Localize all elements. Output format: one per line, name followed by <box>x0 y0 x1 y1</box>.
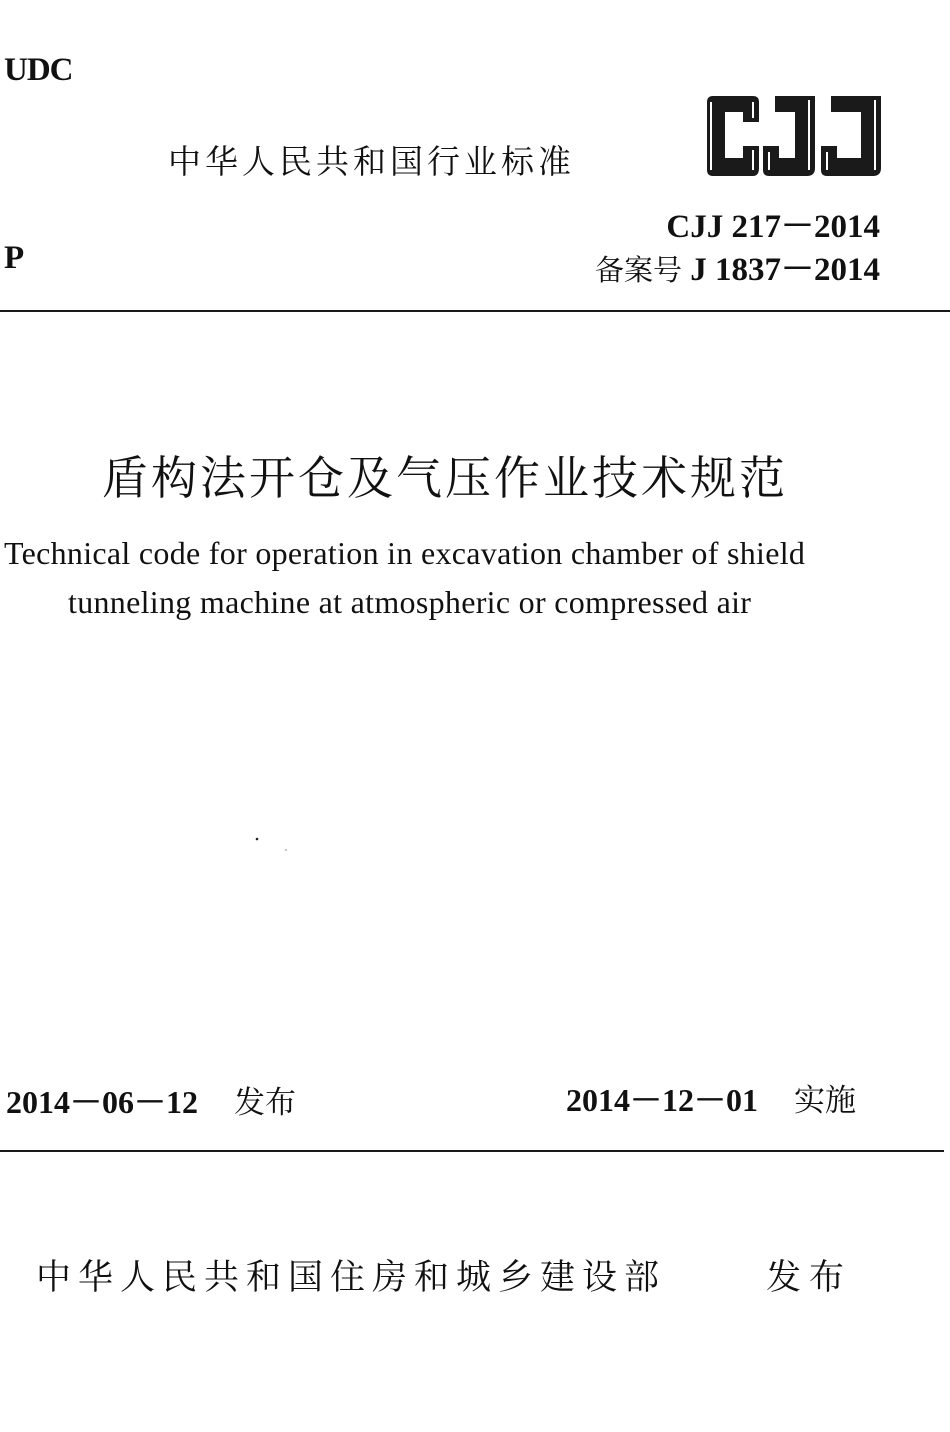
print-specks <box>254 836 294 856</box>
logo-text: CJJ <box>703 92 705 93</box>
bottom-divider <box>0 1150 944 1152</box>
english-title-line-2: tunneling machine at atmospheric or compressed air <box>68 584 752 620</box>
udc-label: UDC <box>4 52 73 88</box>
issue-label: 发布 <box>234 1085 297 1121</box>
effective-date: 2014－12－01 <box>566 1082 759 1118</box>
category-letter: P <box>4 240 25 276</box>
issue-date-line <box>6 1081 296 1124</box>
standard-series-title: 中华人民共和国行业标准 <box>168 142 575 181</box>
publish-label: 发布 <box>766 1258 853 1298</box>
english-title-line-1: Technical code for operation in excavation chamber of shield <box>4 535 806 571</box>
issue-date: 2014－06－12 <box>6 1084 199 1120</box>
chinese-title: 盾构法开仓及气压作业技术规范 <box>102 451 788 505</box>
record-prefix: 备案号 <box>594 253 682 287</box>
record-number-line <box>595 250 880 290</box>
record-number: J 1837－2014 <box>690 252 880 288</box>
standard-code: CJJ 217－2014 <box>666 209 880 245</box>
cjj-logo <box>703 92 885 180</box>
top-divider <box>0 310 950 312</box>
publisher-name: 中华人民共和国住房和城乡建设部 <box>36 1258 667 1298</box>
effective-label: 实施 <box>794 1083 857 1119</box>
effective-date-line <box>566 1079 856 1122</box>
